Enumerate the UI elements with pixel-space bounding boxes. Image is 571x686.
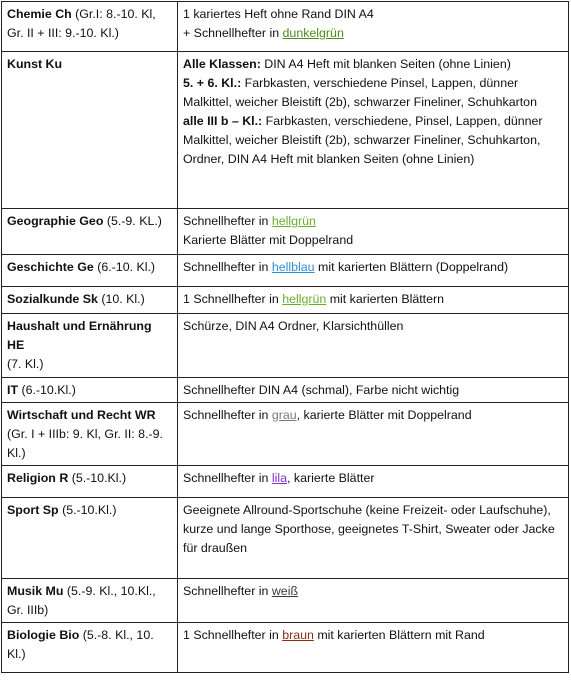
subject-cell [2,403,178,466]
materials-cell [178,287,569,314]
materials-text: + Schnellhefter in [183,26,283,40]
materials-line [183,24,563,43]
materials-cell [178,466,569,498]
subject-name: Biologie Bio [7,628,80,642]
subject-cell [2,579,178,623]
table-row [2,314,569,378]
subject-name: Geographie Geo [7,214,104,228]
subject-cell [2,314,178,378]
materials-text: mit karierten Blättern (Doppelrand) [314,260,509,274]
materials-cell [178,209,569,255]
table-row [2,498,569,579]
subject-cell [2,498,178,579]
folder-color-hellgruen: hellgrün [282,292,327,306]
table-row [2,623,569,673]
materials-text: , karierte Blätter mit Doppelrand [296,408,472,422]
materials-cell [178,498,569,579]
subject-grades: (Gr. I + IIIb: 9. Kl, Gr. II: 8.-9. Kl.) [7,427,163,460]
subject-cell [2,255,178,287]
class-label: 5. + 6. Kl.: [183,76,242,90]
materials-text: Schnellhefter in [183,584,272,598]
materials-line: 1 kariertes Heft ohne Rand DIN A4 [183,7,374,21]
subject-name: Musik Mu [7,584,64,598]
folder-color-dunkelgruen: dunkelgrün [282,26,344,40]
subject-grades: (5.-10.Kl.) [68,471,127,485]
supplies-table [1,1,569,673]
materials-text: , karierte Blätter [287,471,375,485]
materials-line: Karierte Blätter mit Doppelrand [183,233,354,247]
materials-line [183,212,563,231]
table-row [2,378,569,403]
materials-cell [178,378,569,403]
subject-cell [2,287,178,314]
subject-grades: (10. Kl.) [97,292,145,306]
subject-name: Religion R [7,471,69,485]
table-row [2,255,569,287]
subject-name: Kunst Ku [7,57,63,71]
subject-name: Sozialkunde Sk [7,292,98,306]
table-row [2,209,569,255]
subject-name: Geschichte Ge [7,260,94,274]
subject-cell [2,2,178,52]
folder-color-braun: braun [282,628,314,642]
materials-text: Farbkasten, verschiedene Pinsel, Lappen, dünner Malkittel, weicher Bleistift (2b), schwarzer Fineliner, Schuhkarton [183,76,537,109]
subject-cell [2,466,178,498]
materials-cell [178,255,569,287]
materials-text: DIN A4 Heft mit blanken Seiten (ohne Linien) [260,57,511,71]
subject-name: Chemie Ch [7,7,72,21]
materials-text: Geeignete Allround-Sportschuhe (keine Freizeit- oder Laufschuhe), kurze und lange Sporthose, geeignetes T-Shirt, Sweater oder Jacke für draußen [183,503,555,555]
materials-text: 1 Schnellhefter in [183,628,283,642]
materials-text: Farbkasten, verschiedene, Pinsel, Lappen, dünner Malkittel, weicher Bleistift (2b), schwarzer Fineliner, Schuhkarton, Ordner, DIN A4 Heft mit blanken Seiten (ohne Linien) [183,114,543,166]
folder-color-grau: grau [271,408,297,422]
subject-name: IT [7,383,19,397]
materials-text: Schnellhefter in [183,408,272,422]
subject-cell [2,209,178,255]
subject-grades: (5.-8. Kl., 10. Kl.) [7,628,154,661]
materials-text: Schnellhefter in [183,214,272,228]
subject-grades: (5.-9. KL.) [103,214,162,228]
materials-cell [178,52,569,209]
subject-name: Haushalt und Ernährung HE [7,319,152,352]
subject-cell [2,52,178,209]
subject-grades: (5.-9. Kl., 10.Kl., Gr. IIIb) [7,584,156,617]
subject-name: Sport Sp [7,503,59,517]
materials-line [183,55,563,74]
subject-cell [2,378,178,403]
materials-cell [178,579,569,623]
subject-grades: (Gr.I: 8.-10. Kl, Gr. II + III: 9.-10. Kl.) [7,7,156,40]
folder-color-lila: lila [271,471,288,485]
class-label: Alle Klassen: [183,57,261,71]
materials-text: 1 Schnellhefter in [183,292,283,306]
table-row [2,403,569,466]
materials-text: Schnellhefter in [183,471,272,485]
table-row [2,466,569,498]
materials-cell [178,314,569,378]
materials-text: Schürze, DIN A4 Ordner, Klarsichthüllen [183,319,404,333]
subject-name: Wirtschaft und Recht WR [7,408,156,422]
materials-text: mit karierten Blättern [326,292,445,306]
table-row [2,579,569,623]
subject-grades: (6.-10.Kl.) [18,383,76,397]
table-row [2,287,569,314]
materials-text: Schnellhefter DIN A4 (schmal), Farbe nicht wichtig [183,383,460,397]
subject-grades: (5.-10.Kl.) [58,503,117,517]
class-label: alle III b – Kl.: [183,114,263,128]
materials-line [183,74,563,112]
folder-color-hellgruen: hellgrün [271,214,316,228]
materials-cell [178,623,569,673]
materials-line [183,112,563,169]
subject-grades: (7. Kl.) [7,357,44,371]
subject-cell [2,623,178,673]
folder-color-hellblau: hellblau [271,260,315,274]
subject-grades: (6.-10. Kl.) [93,260,156,274]
table-row [2,52,569,209]
table-row [2,2,569,52]
materials-cell [178,2,569,52]
materials-text: mit karierten Blättern mit Rand [313,628,485,642]
folder-color-weiss: weiß [271,584,299,598]
materials-text: Schnellhefter in [183,260,272,274]
materials-cell [178,403,569,466]
